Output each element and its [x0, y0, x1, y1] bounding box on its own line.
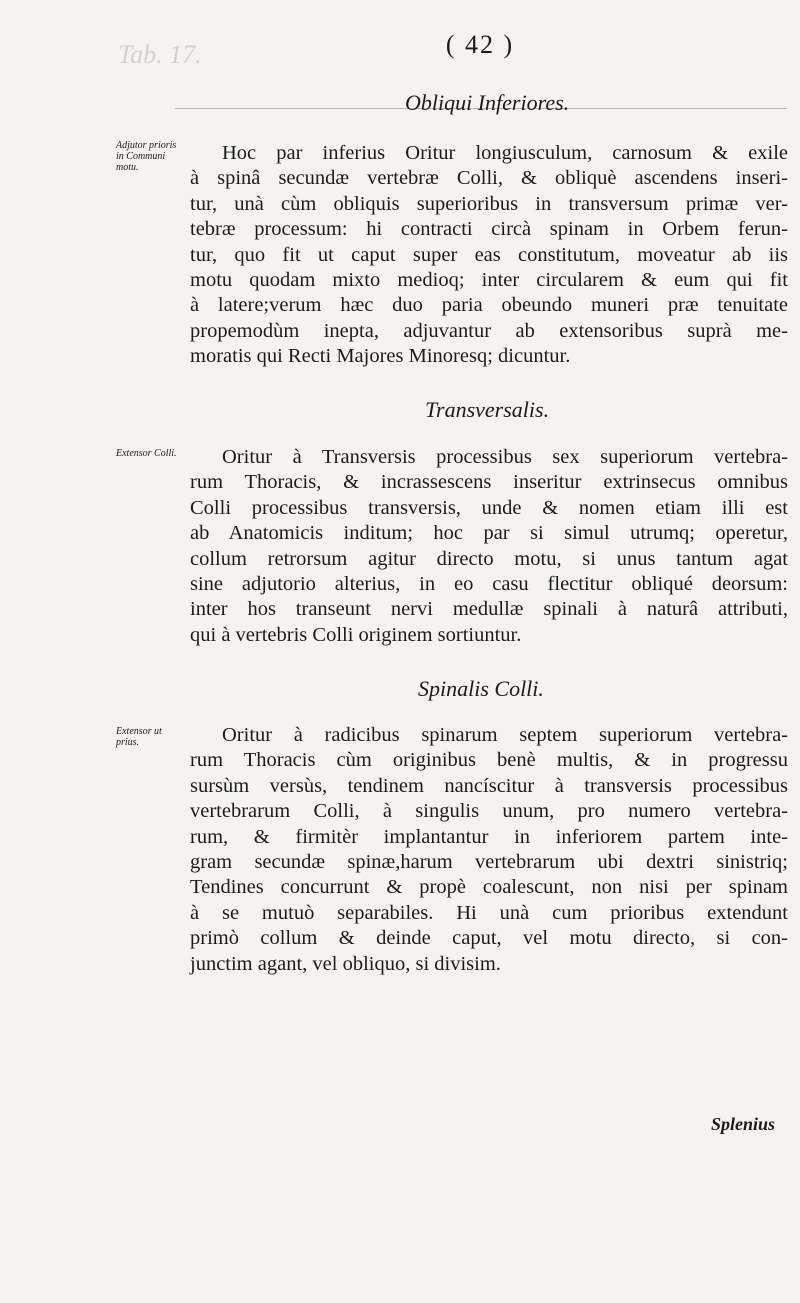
- text-line: collum retrorsum agitur directo motu, si unus tantum agat: [190, 547, 788, 570]
- text-line: tur, unà cùm obliquis superioribus in transversum primæ ver-: [190, 192, 788, 215]
- section-heading-spinalis-colli: Spinalis Colli.: [418, 676, 544, 701]
- paragraph-obliqui-inferiores: [190, 141, 788, 370]
- text-line: Colli processibus transversis, unde & nomen etiam illi est: [190, 496, 788, 519]
- text-line: primò collum & deinde caput, vel motu directo, si con-: [190, 927, 788, 950]
- text-line: sine adjutorio alterius, in eo casu flectitur obliqué deorsum:: [190, 573, 788, 596]
- text-line: vertebrarum Colli, à singulis unum, pro numero vertebra-: [190, 800, 788, 823]
- text-line: rum Thoracis, & incrassescens inseritur extrinsecus omnibus: [190, 471, 788, 494]
- text-line: rum Thoracis cùm originibus benè multis, & in progressu: [190, 749, 788, 772]
- margin-note-transversalis: Extensor Colli.: [116, 448, 177, 459]
- text-line: motu quodam mixto medioq; inter circularem & eum qui fit: [190, 269, 788, 292]
- text-line: qui à vertebris Colli originem sortiuntur.: [190, 623, 522, 646]
- text-line: ab Anatomicis inditum; hoc par si simul utrumq; operetur,: [190, 522, 788, 545]
- text-line: à spinâ secundæ vertebræ Colli, & obliquè ascendens inseri-: [190, 167, 788, 190]
- text-line: à se mutuò separabiles. Hi unà cum prioribus extendunt: [190, 901, 788, 924]
- text-line: rum, & firmitèr implantantur in inferiorem partem inte-: [190, 825, 788, 848]
- text-line: moratis qui Recti Majores Minoresq; dicuntur.: [190, 345, 571, 368]
- text-line: tebræ processum: hi contracti circà spinam in Orbem ferun-: [190, 218, 788, 241]
- text-line: Oritur à Transversis processibus sex superiorum vertebra-: [222, 446, 788, 468]
- section-heading-transversalis: Transversalis.: [425, 397, 550, 422]
- paragraph-transversalis: [190, 445, 788, 648]
- page-number: ( 42 ): [445, 30, 515, 59]
- text-line: Oritur à radicibus spinarum septem superiorum vertebra-: [222, 724, 788, 746]
- text-line: à latere;verum hæc duo paria obeundo muneri præ tenuitate: [190, 294, 788, 317]
- text-line: sursùm versùs, tendinem nancíscitur à transversis processibus: [190, 774, 788, 797]
- text-line: junctim agant, vel obliquo, si divisim.: [190, 952, 501, 975]
- margin-note-spinalis: Extensor ut prius.: [116, 726, 162, 748]
- text-line: Tendines concurrunt & propè coalescunt, non nisi per spinam: [190, 876, 788, 899]
- margin-note-obliqui: Adjutor prioris in Communi motu.: [116, 140, 177, 173]
- text-line: propemodùm inepta, adjuvantur ab extensoribus suprà me-: [190, 319, 788, 342]
- section-heading-obliqui-inferiores: Obliqui Inferiores.: [405, 90, 570, 115]
- text-line: tur, quo fit ut caput super eas constitutum, moveatur ab iis: [190, 243, 788, 266]
- catchword: Splenius: [710, 1114, 775, 1134]
- paragraph-spinalis-colli: [190, 723, 788, 977]
- text-line: gram secundæ spinæ,harum vertebrarum ubi dextri sinistriq;: [190, 851, 788, 874]
- text-line: Hoc par inferius Oritur longiusculum, carnosum & exile: [222, 142, 788, 164]
- text-line: inter hos transeunt nervi medullæ spinali à naturâ attributi,: [190, 598, 788, 621]
- faint-tab-mark: Tab. 17.: [118, 40, 202, 69]
